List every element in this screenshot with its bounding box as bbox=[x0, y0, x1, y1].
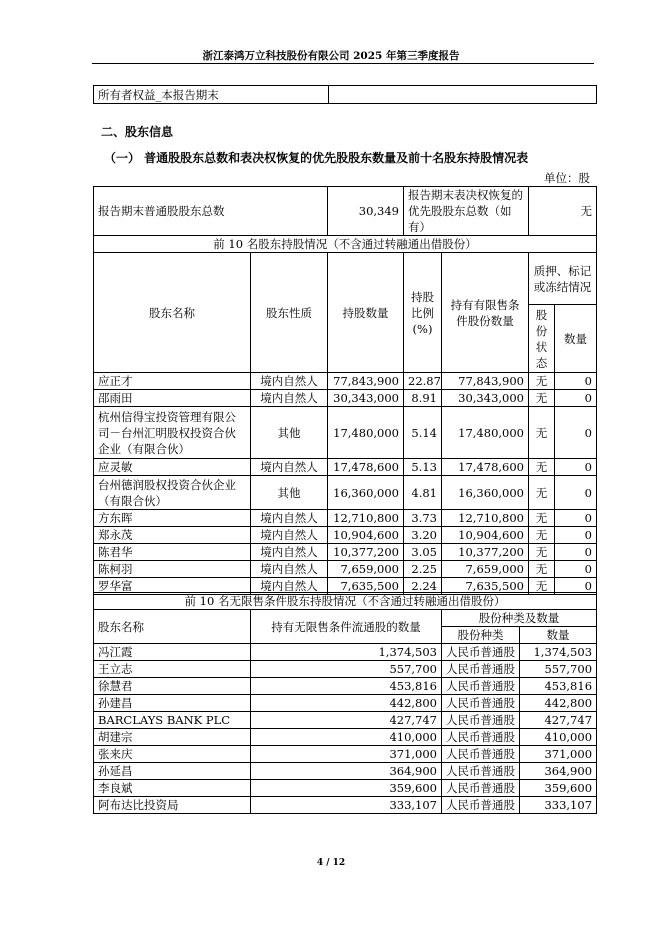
cell-restricted: 77,843,900 bbox=[442, 373, 529, 390]
cell-name: 应灵敏 bbox=[94, 459, 251, 476]
cell-status: 无 bbox=[529, 476, 555, 510]
header-name: 股东名称 bbox=[94, 253, 251, 373]
cell-ratio: 5.14 bbox=[404, 407, 442, 459]
cell-nature: 其他 bbox=[251, 407, 328, 459]
cell-qty: 410,000 bbox=[251, 729, 442, 746]
table-row bbox=[94, 729, 597, 746]
unrestricted-table bbox=[93, 592, 597, 814]
cell-nature: 境内自然人 bbox=[251, 561, 328, 578]
cell-qty: 359,600 bbox=[251, 780, 442, 797]
cell-kind: 人民币普通股 bbox=[442, 797, 520, 814]
cell-name: 郑永茂 bbox=[94, 527, 251, 544]
cell-qty: 30,343,000 bbox=[328, 390, 404, 407]
table-row bbox=[94, 763, 597, 780]
cell-qty: 453,816 bbox=[251, 678, 442, 695]
table-row bbox=[94, 459, 597, 476]
table-row bbox=[94, 510, 597, 527]
cell-ratio: 3.73 bbox=[404, 510, 442, 527]
cell-name: 徐慧君 bbox=[94, 678, 251, 695]
cell-qty: 7,659,000 bbox=[328, 561, 404, 578]
u-header-name: 股东名称 bbox=[94, 610, 251, 644]
cell-restricted: 7,659,000 bbox=[442, 561, 529, 578]
header-restricted: 持有有限售条件股份数量 bbox=[442, 253, 529, 373]
pref-holders-label: 报告期末表决权恢复的优先股股东总数（如有） bbox=[404, 187, 529, 236]
cell-restricted: 17,478,600 bbox=[442, 459, 529, 476]
table-row bbox=[94, 678, 597, 695]
header-nature: 股东性质 bbox=[251, 253, 328, 373]
cell-name: 胡建宗 bbox=[94, 729, 251, 746]
cell-nature: 境内自然人 bbox=[251, 373, 328, 390]
cell-nature: 境内自然人 bbox=[251, 390, 328, 407]
table-row bbox=[94, 661, 597, 678]
cell-name: 李良斌 bbox=[94, 780, 251, 797]
shareholders-table bbox=[93, 186, 597, 595]
cell-name: 孙建昌 bbox=[94, 695, 251, 712]
cell-name: 冯江霞 bbox=[94, 644, 251, 661]
cell-name: 王立志 bbox=[94, 661, 251, 678]
cell-count: 0 bbox=[555, 373, 597, 390]
u-header-qty: 持有无限售条件流通股的数量 bbox=[251, 610, 442, 644]
cell-name: 张来庆 bbox=[94, 746, 251, 763]
cell-ratio: 2.25 bbox=[404, 561, 442, 578]
u-header-kind: 股份种类 bbox=[442, 627, 520, 644]
header-ratio: 持股比例(%) bbox=[404, 253, 442, 373]
table-row bbox=[94, 476, 597, 510]
table-row bbox=[94, 695, 597, 712]
table-row bbox=[94, 644, 597, 661]
cell-count: 1,374,503 bbox=[520, 644, 597, 661]
cell-restricted: 10,904,600 bbox=[442, 527, 529, 544]
cell-count: 371,000 bbox=[520, 746, 597, 763]
cell-status: 无 bbox=[529, 544, 555, 561]
cell-qty: 17,478,600 bbox=[328, 459, 404, 476]
cell-name: 方东晖 bbox=[94, 510, 251, 527]
cell-name: 陈柯羽 bbox=[94, 561, 251, 578]
cell-name: 应正才 bbox=[94, 373, 251, 390]
section-title: 二、股东信息 bbox=[101, 125, 174, 139]
cell-restricted: 30,343,000 bbox=[442, 390, 529, 407]
cell-qty: 77,843,900 bbox=[328, 373, 404, 390]
cell-count: 0 bbox=[555, 476, 597, 510]
table-row bbox=[94, 797, 597, 814]
cell-count: 0 bbox=[555, 578, 597, 595]
cell-count: 0 bbox=[555, 544, 597, 561]
u-header-kind-group: 股份种类及数量 bbox=[442, 610, 597, 627]
cell-nature: 境内自然人 bbox=[251, 527, 328, 544]
cell-kind: 人民币普通股 bbox=[442, 712, 520, 729]
cell-kind: 人民币普通股 bbox=[442, 695, 520, 712]
equity-value bbox=[329, 86, 597, 104]
page-number: 4 / 12 bbox=[316, 858, 346, 868]
cell-qty: 10,904,600 bbox=[328, 527, 404, 544]
cell-status: 无 bbox=[529, 390, 555, 407]
cell-restricted: 16,360,000 bbox=[442, 476, 529, 510]
cell-name: 杭州信得宝投资管理有限公司－台州汇明股权投资合伙企业（有限合伙） bbox=[94, 407, 251, 459]
cell-count: 0 bbox=[555, 561, 597, 578]
cell-kind: 人民币普通股 bbox=[442, 780, 520, 797]
subsection-title: （一） 普通股股东总数和表决权恢复的优先股股东数量及前十名股东持股情况表 bbox=[104, 151, 529, 165]
cell-qty: 371,000 bbox=[251, 746, 442, 763]
cell-qty: 364,900 bbox=[251, 763, 442, 780]
cell-qty: 12,710,800 bbox=[328, 510, 404, 527]
cell-name: 孙延昌 bbox=[94, 763, 251, 780]
cell-qty: 442,800 bbox=[251, 695, 442, 712]
top10-title: 前 10 名股东持股情况（不含通过转融通出借股份） bbox=[94, 236, 597, 253]
cell-kind: 人民币普通股 bbox=[442, 644, 520, 661]
cell-count: 0 bbox=[555, 527, 597, 544]
u-header-count: 数量 bbox=[520, 627, 597, 644]
table-row bbox=[94, 544, 597, 561]
cell-kind: 人民币普通股 bbox=[442, 661, 520, 678]
cell-qty: 7,635,500 bbox=[328, 578, 404, 595]
cell-status: 无 bbox=[529, 578, 555, 595]
header-pledge: 质押、标记或冻结情况 bbox=[529, 253, 597, 305]
cell-name: BARCLAYS BANK PLC bbox=[94, 712, 251, 729]
cell-kind: 人民币普通股 bbox=[442, 678, 520, 695]
cell-count: 427,747 bbox=[520, 712, 597, 729]
cell-count: 557,700 bbox=[520, 661, 597, 678]
pref-holders-value: 无 bbox=[529, 187, 597, 236]
cell-nature: 其他 bbox=[251, 476, 328, 510]
cell-restricted: 10,377,200 bbox=[442, 544, 529, 561]
table-row bbox=[94, 390, 597, 407]
cell-restricted: 17,480,000 bbox=[442, 407, 529, 459]
cell-count: 410,000 bbox=[520, 729, 597, 746]
header-status: 股份状态 bbox=[529, 305, 555, 373]
cell-count: 359,600 bbox=[520, 780, 597, 797]
cell-qty: 10,377,200 bbox=[328, 544, 404, 561]
cell-ratio: 2.24 bbox=[404, 578, 442, 595]
cell-kind: 人民币普通股 bbox=[442, 746, 520, 763]
table-row bbox=[94, 712, 597, 729]
cell-qty: 1,374,503 bbox=[251, 644, 442, 661]
cell-name: 陈君华 bbox=[94, 544, 251, 561]
cell-ratio: 22.87 bbox=[404, 373, 442, 390]
cell-ratio: 8.91 bbox=[404, 390, 442, 407]
table-row bbox=[94, 561, 597, 578]
cell-count: 453,816 bbox=[520, 678, 597, 695]
cell-qty: 557,700 bbox=[251, 661, 442, 678]
cell-ratio: 3.05 bbox=[404, 544, 442, 561]
cell-name: 台州德润股权投资合伙企业（有限合伙） bbox=[94, 476, 251, 510]
cell-restricted: 12,710,800 bbox=[442, 510, 529, 527]
page-header: 浙江泰鸿万立科技股份有限公司 2025 年第三季度报告 bbox=[202, 50, 460, 62]
header-count: 数量 bbox=[555, 305, 597, 373]
table-row bbox=[94, 407, 597, 459]
cell-name: 阿布达比投资局 bbox=[94, 797, 251, 814]
cell-nature: 境内自然人 bbox=[251, 510, 328, 527]
cell-status: 无 bbox=[529, 373, 555, 390]
header-qty: 持股数量 bbox=[328, 253, 404, 373]
cell-ratio: 3.20 bbox=[404, 527, 442, 544]
cell-status: 无 bbox=[529, 527, 555, 544]
cell-status: 无 bbox=[529, 459, 555, 476]
cell-kind: 人民币普通股 bbox=[442, 729, 520, 746]
header-rule bbox=[92, 63, 594, 64]
cell-status: 无 bbox=[529, 510, 555, 527]
total-holders-label: 报告期末普通股股东总数 bbox=[94, 187, 328, 236]
cell-count: 0 bbox=[555, 390, 597, 407]
total-holders-value: 30,349 bbox=[328, 187, 404, 236]
equity-label: 所有者权益_本报告期末 bbox=[94, 86, 329, 104]
unit-label: 单位：股 bbox=[544, 171, 590, 185]
cell-kind: 人民币普通股 bbox=[442, 763, 520, 780]
unrestricted-title: 前 10 名无限售条件股东持股情况（不含通过转融通出借股份） bbox=[94, 593, 597, 610]
cell-name: 罗华富 bbox=[94, 578, 251, 595]
cell-qty: 17,480,000 bbox=[328, 407, 404, 459]
cell-count: 364,900 bbox=[520, 763, 597, 780]
table-row bbox=[94, 746, 597, 763]
cell-count: 0 bbox=[555, 459, 597, 476]
cell-nature: 境内自然人 bbox=[251, 459, 328, 476]
cell-count: 442,800 bbox=[520, 695, 597, 712]
cell-qty: 427,747 bbox=[251, 712, 442, 729]
cell-count: 0 bbox=[555, 407, 597, 459]
cell-count: 333,107 bbox=[520, 797, 597, 814]
cell-qty: 16,360,000 bbox=[328, 476, 404, 510]
table-row bbox=[94, 527, 597, 544]
table-row bbox=[94, 373, 597, 390]
cell-status: 无 bbox=[529, 561, 555, 578]
cell-status: 无 bbox=[529, 407, 555, 459]
cell-ratio: 5.13 bbox=[404, 459, 442, 476]
cell-name: 邵雨田 bbox=[94, 390, 251, 407]
cell-qty: 333,107 bbox=[251, 797, 442, 814]
cell-nature: 境内自然人 bbox=[251, 578, 328, 595]
cell-count: 0 bbox=[555, 510, 597, 527]
cell-restricted: 7,635,500 bbox=[442, 578, 529, 595]
table-row bbox=[94, 780, 597, 797]
equity-table bbox=[93, 85, 597, 104]
cell-nature: 境内自然人 bbox=[251, 544, 328, 561]
cell-ratio: 4.81 bbox=[404, 476, 442, 510]
